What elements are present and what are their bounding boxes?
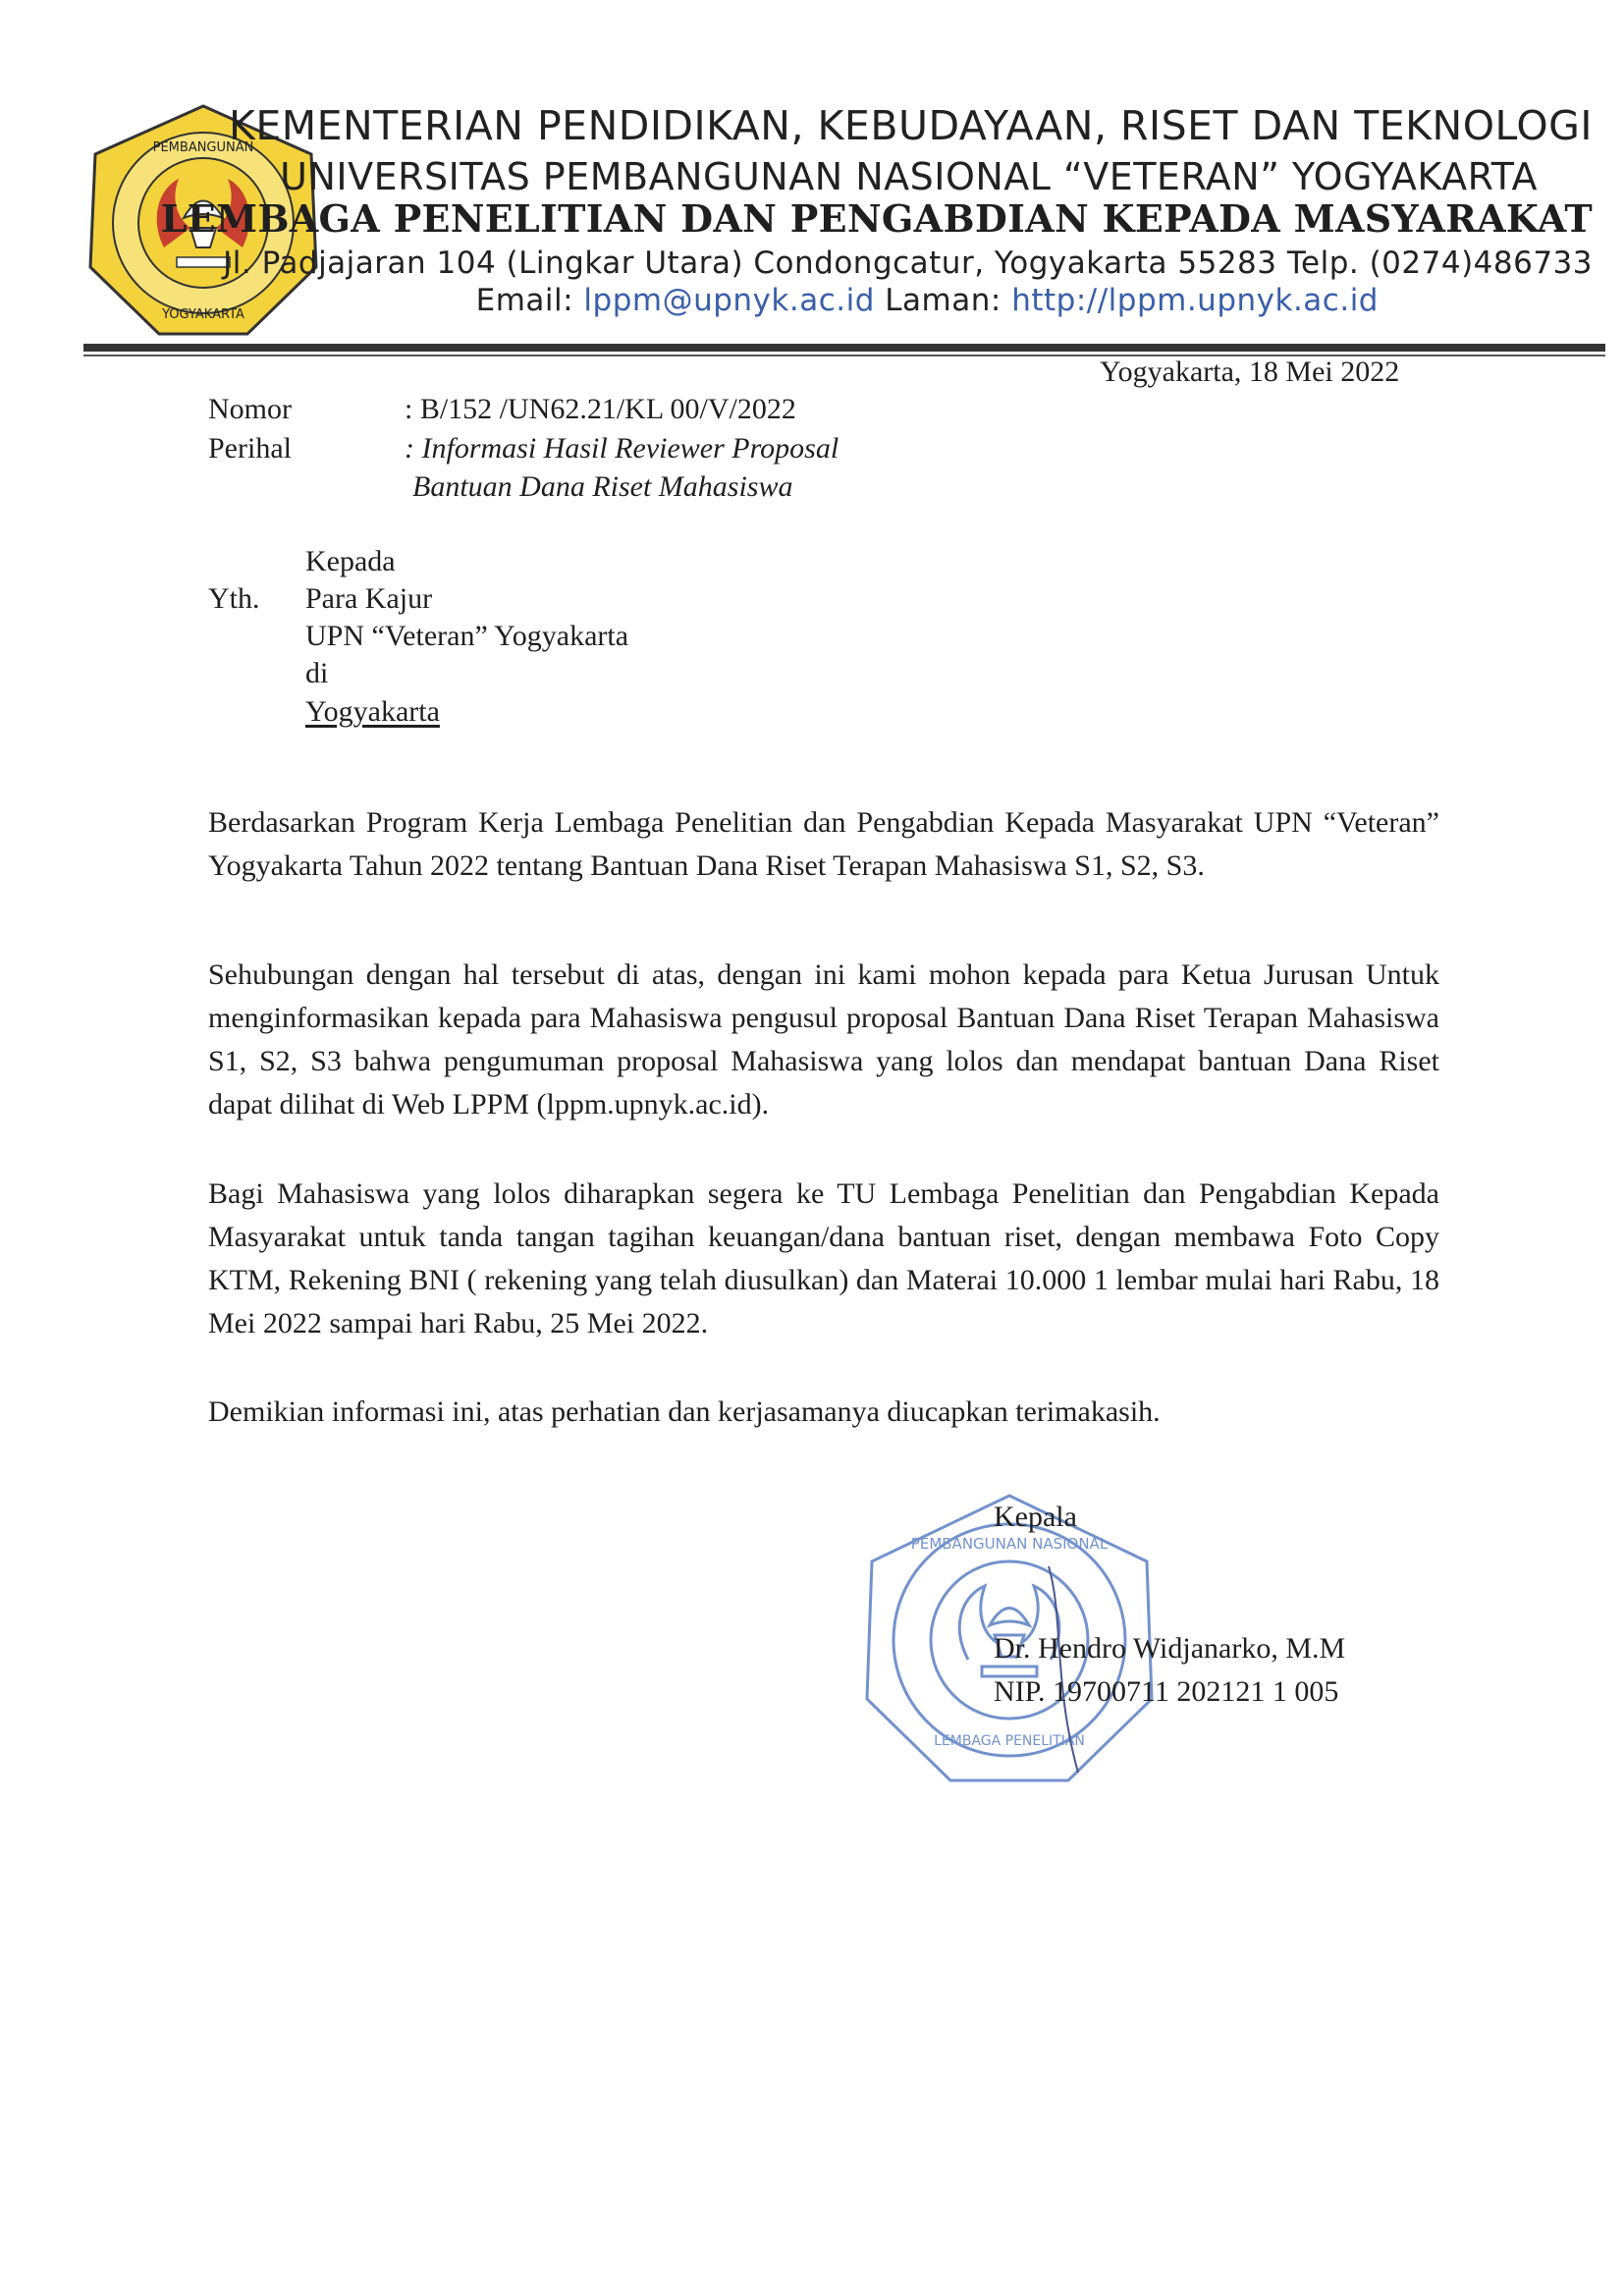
email-link[interactable]: lppm@upnyk.ac.id: [583, 283, 875, 318]
recipient-line: Kepada: [305, 545, 396, 577]
number-value: : B/152 /UN62.21/KL 00/V/2022: [405, 393, 796, 425]
letterhead-address: Jl. Padjajaran 104 (Lingkar Utara) Condongcatur, Yogyakarta 55283 Telp. (0274)486733: [223, 246, 1593, 281]
place-date: Yogyakarta, 18 Mei 2022: [1100, 355, 1400, 388]
svg-text:LEMBAGA PENELITIAN: LEMBAGA PENELITIAN: [934, 1733, 1085, 1749]
recipient-line: UPN “Veteran” Yogyakarta: [305, 620, 629, 652]
signatory-name: Dr. Hendro Widjanarko, M.M: [994, 1632, 1346, 1665]
subject-line-1: : Informasi Hasil Reviewer Proposal: [405, 432, 839, 465]
letterhead-university: UNIVERSITAS PEMBANGUNAN NASIONAL “VETERAN” YOGYAKARTA: [280, 155, 1538, 198]
web-label: Laman:: [885, 283, 1001, 318]
web-link[interactable]: http://lppm.upnyk.ac.id: [1011, 283, 1379, 318]
letterhead-ministry: KEMENTERIAN PENDIDIKAN, KEBUDAYAAN, RISET DAN TEKNOLOGI: [228, 102, 1593, 149]
letterhead-divider: [83, 344, 1605, 352]
email-label: Email:: [475, 283, 574, 318]
body-paragraph: Bagi Mahasiswa yang lolos diharapkan segera ke TU Lembaga Penelitian dan Pengabdian Kepada Masyarakat untuk tanda tangan tagihan keuangan/dana bantuan riset, dengan membawa Foto Copy KTM, Rekening BNI ( rekening yang telah diusulkan) dan Materai 10.000 1 lembar mulai hari Rabu, 18 Mei 2022 sampai hari Rabu, 25 Mei 2022.: [208, 1177, 1439, 1339]
svg-text:PEMBANGUNAN: PEMBANGUNAN: [152, 140, 254, 155]
recipient-line: Para Kajur: [305, 582, 433, 615]
subject-line-2: Bantuan Dana Riset Mahasiswa: [412, 470, 793, 503]
recipient-city: Yogyakarta: [305, 695, 440, 728]
subject-label: Perihal: [208, 432, 292, 465]
svg-text:YOGYAKARTA: YOGYAKARTA: [162, 307, 244, 322]
body-paragraph: Sehubungan dengan hal tersebut di atas, dengan ini kami mohon kepada para Ketua Jurusan Untuk menginformasikan kepada para Mahasiswa pengusul proposal Bantuan Dana Riset Terapan Mahasiswa S1, S2, S3 bahwa pengumuman proposal Mahasiswa yang lolos dan mendapat bantuan Dana Riset dapat dilihat di Web LPPM (lppm.upnyk.ac.id).: [208, 958, 1439, 1121]
letterhead-institute: LEMBAGA PENELITIAN DAN PENGABDIAN KEPADA MASYARAKAT: [160, 196, 1593, 241]
recipient-line: di: [305, 657, 329, 689]
signature-title: Kepala: [994, 1501, 1077, 1533]
number-label: Nomor: [208, 393, 292, 425]
body-paragraph: Berdasarkan Program Kerja Lembaga Penelitian dan Pengabdian Kepada Masyarakat UPN “Veteran” Yogyakarta Tahun 2022 tentang Bantuan Dana Riset Terapan Mahasiswa S1, S2, S3.: [208, 806, 1439, 882]
letterhead-contact: [476, 283, 1379, 318]
signatory-nip: NIP. 19700711 202121 1 005: [994, 1675, 1339, 1708]
svg-text:PEMBANGUNAN NASIONAL: PEMBANGUNAN NASIONAL: [910, 1535, 1109, 1553]
body-paragraph: Demikian informasi ini, atas perhatian dan kerjasamanya diucapkan terimakasih.: [208, 1395, 1161, 1428]
recipient-prefix: Yth.: [208, 582, 260, 615]
